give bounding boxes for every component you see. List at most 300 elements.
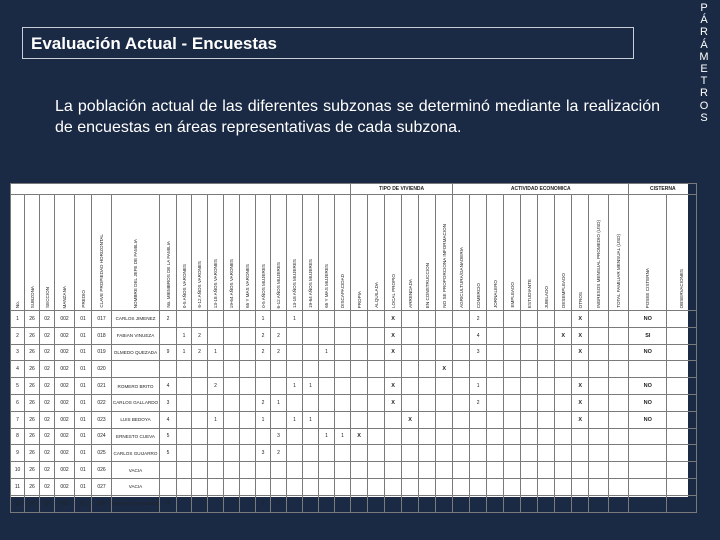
table-cell xyxy=(667,445,697,462)
table-cell: VACIA xyxy=(112,462,160,479)
column-header-label: LOCAL PROPIO xyxy=(390,273,396,308)
table-cell: 02 xyxy=(40,361,55,378)
table-cell xyxy=(208,361,224,378)
table-cell: 1 xyxy=(256,411,271,428)
table-cell xyxy=(192,361,208,378)
table-cell xyxy=(368,495,385,512)
table-cell xyxy=(436,311,453,328)
table-cell xyxy=(521,428,538,445)
table-cell: 1 xyxy=(177,344,192,361)
slide-subtitle: La población actual de las diferentes subzonas se determinó mediante la realización de encuestas en áreas representativas de cada subzona. xyxy=(55,98,660,136)
column-header xyxy=(667,195,697,311)
table-cell xyxy=(303,327,319,344)
table-cell xyxy=(192,378,208,395)
table-row xyxy=(11,411,697,428)
table-cell xyxy=(177,394,192,411)
table-cell xyxy=(521,411,538,428)
table-cell xyxy=(402,394,419,411)
table-cell xyxy=(504,478,521,495)
table-cell xyxy=(303,495,319,512)
column-header-label: POSEE CISTERNA xyxy=(645,267,651,308)
column-header-label: 0-5 AÑOS VARONES xyxy=(181,263,187,308)
table-cell: 01 xyxy=(75,327,92,344)
table-cell xyxy=(629,462,667,479)
column-header-label: 6-12 AÑOS MUJERES xyxy=(276,261,281,308)
column-header-label: JORNALERO xyxy=(492,279,498,308)
table-cell xyxy=(319,394,335,411)
table-cell xyxy=(609,462,629,479)
table-cell: 5 xyxy=(160,445,177,462)
column-header-label: SECCION xyxy=(44,287,50,308)
table-cell: 01 xyxy=(75,478,92,495)
table-cell xyxy=(589,394,609,411)
table-cell xyxy=(368,361,385,378)
table-cell xyxy=(419,378,436,395)
side-letter: T xyxy=(700,75,708,88)
column-header xyxy=(368,195,385,311)
table-cell xyxy=(555,495,572,512)
column-header xyxy=(256,195,271,311)
table-cell xyxy=(177,495,192,512)
table-cell: 5 xyxy=(11,378,25,395)
table-cell xyxy=(335,361,351,378)
table-cell: 019 xyxy=(92,344,112,361)
table-cell xyxy=(555,462,572,479)
table-cell xyxy=(224,495,240,512)
table-cell xyxy=(385,445,402,462)
table-cell: 020 xyxy=(92,361,112,378)
table-cell: 2 xyxy=(271,445,287,462)
table-cell xyxy=(256,361,271,378)
table-cell xyxy=(303,462,319,479)
table-cell xyxy=(351,311,368,328)
column-header-label: PROPIA xyxy=(356,290,362,308)
table-cell xyxy=(319,478,335,495)
table-cell: 26 xyxy=(25,495,40,512)
table-cell xyxy=(335,344,351,361)
table-cell xyxy=(208,462,224,479)
table-cell xyxy=(572,361,589,378)
table-cell: 02 xyxy=(40,394,55,411)
table-cell xyxy=(521,478,538,495)
table-cell xyxy=(287,361,303,378)
column-header xyxy=(351,195,368,311)
table-cell xyxy=(436,327,453,344)
table-cell xyxy=(609,411,629,428)
table-cell: 2 xyxy=(271,327,287,344)
table-cell: SI xyxy=(629,327,667,344)
table-cell xyxy=(208,495,224,512)
table-cell: 2 xyxy=(256,327,271,344)
column-header-label: OBSERVACIONES xyxy=(679,268,685,308)
column-header-label: 13-18 AÑOS VARONES xyxy=(213,258,218,308)
table-cell: NO xyxy=(629,311,667,328)
table-cell: X xyxy=(572,411,589,428)
column-header xyxy=(487,195,504,311)
table-cell xyxy=(538,311,555,328)
table-cell xyxy=(436,445,453,462)
column-header xyxy=(271,195,287,311)
table-cell xyxy=(303,478,319,495)
table-cell xyxy=(419,428,436,445)
table-cell: 028 xyxy=(92,495,112,512)
table-cell: 017 xyxy=(92,311,112,328)
table-cell xyxy=(589,311,609,328)
table-cell: 26 xyxy=(25,311,40,328)
table-cell xyxy=(453,394,470,411)
table-cell xyxy=(436,428,453,445)
table-cell xyxy=(208,445,224,462)
table-cell xyxy=(192,462,208,479)
table-cell: 1 xyxy=(287,311,303,328)
table-cell xyxy=(609,361,629,378)
column-group-header: ACTIVIDAD ECONOMICA xyxy=(453,184,629,195)
column-header-label: NO SE PROPORCIONA INFORMACION xyxy=(441,224,447,308)
column-header xyxy=(224,195,240,311)
table-row xyxy=(11,394,697,411)
column-header-label: AGRICULTURA/GANADERIA xyxy=(458,247,464,308)
table-cell: 02 xyxy=(40,445,55,462)
table-cell: 26 xyxy=(25,478,40,495)
table-cell xyxy=(487,411,504,428)
table-cell xyxy=(487,378,504,395)
table-cell xyxy=(208,478,224,495)
table-cell xyxy=(589,361,609,378)
table-cell xyxy=(538,478,555,495)
table-cell xyxy=(351,361,368,378)
column-header-label: 65 Y MAS MUJERES xyxy=(324,264,329,308)
table-cell xyxy=(368,428,385,445)
table-cell: CARLOS JIMENEZ xyxy=(112,311,160,328)
table-cell xyxy=(177,428,192,445)
table-cell xyxy=(224,327,240,344)
table-cell xyxy=(208,428,224,445)
column-header xyxy=(208,195,224,311)
column-header xyxy=(538,195,555,311)
table-cell: 2 xyxy=(256,394,271,411)
table-cell xyxy=(609,394,629,411)
table-cell: 1 xyxy=(271,394,287,411)
table-cell xyxy=(368,478,385,495)
table-cell xyxy=(629,478,667,495)
table-cell xyxy=(319,462,335,479)
table-cell xyxy=(402,378,419,395)
table-cell xyxy=(224,462,240,479)
table-cell xyxy=(453,378,470,395)
table-cell: 025 xyxy=(92,445,112,462)
table-cell xyxy=(555,361,572,378)
table-cell xyxy=(240,495,256,512)
table-cell xyxy=(589,478,609,495)
table-cell: 1 xyxy=(470,378,487,395)
table-cell xyxy=(351,462,368,479)
table-cell: 26 xyxy=(25,411,40,428)
table-cell xyxy=(538,411,555,428)
table-cell xyxy=(368,327,385,344)
table-cell xyxy=(609,327,629,344)
table-row xyxy=(11,478,697,495)
table-cell xyxy=(419,361,436,378)
table-group-header xyxy=(11,184,697,195)
table-cell: X xyxy=(572,344,589,361)
table-cell xyxy=(453,311,470,328)
table-cell xyxy=(470,462,487,479)
table-cell xyxy=(335,394,351,411)
table-cell xyxy=(240,478,256,495)
table-cell: X xyxy=(351,428,368,445)
column-header xyxy=(629,195,667,311)
table-row xyxy=(11,327,697,344)
column-header-label: PREDIO xyxy=(80,290,86,308)
column-header xyxy=(402,195,419,311)
column-header xyxy=(40,195,55,311)
table-cell xyxy=(609,495,629,512)
table-cell: CARLOS GALLARDO xyxy=(112,394,160,411)
table-cell xyxy=(368,378,385,395)
column-header xyxy=(240,195,256,311)
table-cell xyxy=(287,327,303,344)
table-cell xyxy=(572,428,589,445)
table-cell xyxy=(335,411,351,428)
table-cell xyxy=(177,445,192,462)
column-header-label: TOTAL FAMILIAR MENSUAL (USD) xyxy=(616,234,622,308)
table-cell xyxy=(208,394,224,411)
column-header xyxy=(504,195,521,311)
table-cell: 4 xyxy=(470,327,487,344)
table-cell xyxy=(351,327,368,344)
table-cell xyxy=(667,378,697,395)
table-cell xyxy=(319,378,335,395)
table-cell xyxy=(470,495,487,512)
table-cell xyxy=(402,311,419,328)
table-cell xyxy=(453,462,470,479)
table-cell: NO xyxy=(629,378,667,395)
table-cell: 023 xyxy=(92,411,112,428)
table-cell: 1 xyxy=(303,411,319,428)
table-cell xyxy=(287,428,303,445)
table-cell xyxy=(609,378,629,395)
column-header xyxy=(287,195,303,311)
table-cell: ERNESTO CUEVA xyxy=(112,428,160,445)
table-cell: 01 xyxy=(75,495,92,512)
table-cell: 002 xyxy=(55,344,75,361)
table-cell xyxy=(240,361,256,378)
table-cell xyxy=(609,428,629,445)
table-column-header xyxy=(11,195,697,311)
table-cell: 002 xyxy=(55,378,75,395)
table-cell xyxy=(487,344,504,361)
column-header xyxy=(319,195,335,311)
table-cell xyxy=(303,428,319,445)
column-header-label: DESEMPLEADO xyxy=(560,273,566,308)
title-box xyxy=(22,27,634,59)
table-cell: 26 xyxy=(25,361,40,378)
table-cell xyxy=(453,495,470,512)
table-cell xyxy=(402,327,419,344)
table-row xyxy=(11,311,697,328)
table-cell xyxy=(470,361,487,378)
table-cell: X xyxy=(572,311,589,328)
table-cell xyxy=(419,495,436,512)
table-cell: 01 xyxy=(75,411,92,428)
table-cell xyxy=(303,445,319,462)
table-cell xyxy=(504,394,521,411)
table-cell: X xyxy=(385,344,402,361)
table-cell xyxy=(224,478,240,495)
table-cell xyxy=(240,445,256,462)
table-cell xyxy=(538,327,555,344)
table-cell xyxy=(335,445,351,462)
table-cell: X xyxy=(572,327,589,344)
side-letter: Á xyxy=(700,38,708,51)
table-cell xyxy=(287,394,303,411)
table-cell: LUIS BEDOYA xyxy=(112,411,160,428)
column-header-label: EMPLEADO xyxy=(509,282,515,308)
table-cell xyxy=(385,462,402,479)
side-letter: R xyxy=(700,26,708,39)
column-header xyxy=(92,195,112,311)
table-row xyxy=(11,344,697,361)
column-header-label: ARRENDADA xyxy=(407,279,413,308)
table-cell xyxy=(436,462,453,479)
table-cell xyxy=(271,311,287,328)
table-cell xyxy=(351,344,368,361)
table-cell: 02 xyxy=(40,311,55,328)
column-header xyxy=(609,195,629,311)
table-cell xyxy=(240,428,256,445)
column-header xyxy=(55,195,75,311)
table-cell xyxy=(271,478,287,495)
table-cell xyxy=(177,462,192,479)
table-cell xyxy=(555,445,572,462)
table-cell: 1 xyxy=(287,378,303,395)
table-cell xyxy=(351,411,368,428)
table-cell: 9 xyxy=(11,445,25,462)
table-cell xyxy=(208,311,224,328)
table-cell xyxy=(667,462,697,479)
table-cell xyxy=(538,428,555,445)
table-cell xyxy=(351,445,368,462)
table-cell: 4 xyxy=(160,495,177,512)
table-cell xyxy=(287,445,303,462)
column-header xyxy=(192,195,208,311)
table-cell xyxy=(436,411,453,428)
table-cell: 01 xyxy=(75,394,92,411)
table-cell xyxy=(589,344,609,361)
table-cell: 2 xyxy=(470,311,487,328)
table-cell xyxy=(335,462,351,479)
column-header-label: No. MIEMBROS DE LA FAMILIA xyxy=(165,241,171,308)
column-header xyxy=(453,195,470,311)
table-cell xyxy=(177,361,192,378)
table-cell xyxy=(192,311,208,328)
table-cell xyxy=(487,462,504,479)
table-cell: 002 xyxy=(55,311,75,328)
table-cell xyxy=(192,495,208,512)
table-cell xyxy=(319,445,335,462)
table-cell xyxy=(335,495,351,512)
table-cell xyxy=(538,495,555,512)
table-cell xyxy=(224,428,240,445)
table-cell: 26 xyxy=(25,445,40,462)
table-cell xyxy=(667,344,697,361)
table-cell xyxy=(224,394,240,411)
table-cell xyxy=(487,445,504,462)
column-header xyxy=(555,195,572,311)
table-cell xyxy=(402,462,419,479)
table-cell xyxy=(287,495,303,512)
table-cell xyxy=(112,361,160,378)
table-cell xyxy=(572,445,589,462)
side-letter: E xyxy=(700,62,708,75)
table-cell xyxy=(487,495,504,512)
table-cell xyxy=(487,428,504,445)
table-cell xyxy=(667,311,697,328)
table-cell: 11 xyxy=(11,478,25,495)
column-header xyxy=(11,195,25,311)
table-cell xyxy=(402,495,419,512)
table-cell: 002 xyxy=(55,428,75,445)
table-cell: 1 xyxy=(303,378,319,395)
table-cell: 10 xyxy=(11,462,25,479)
survey-table xyxy=(10,183,697,513)
table-cell: 02 xyxy=(40,411,55,428)
table-cell xyxy=(436,394,453,411)
table-cell xyxy=(351,478,368,495)
table-cell xyxy=(504,378,521,395)
table-cell xyxy=(419,394,436,411)
table-cell: 26 xyxy=(25,462,40,479)
column-header xyxy=(303,195,319,311)
table-cell xyxy=(629,361,667,378)
table-cell: 1 xyxy=(208,344,224,361)
table-cell xyxy=(177,411,192,428)
table-cell xyxy=(224,311,240,328)
table-cell xyxy=(629,445,667,462)
column-header-label: INGRESOS MENSUAL PROMEDIO (USD) xyxy=(596,220,602,308)
column-header-label: 19-64 AÑOS VARONES xyxy=(229,258,234,308)
table-cell: 002 xyxy=(55,445,75,462)
table-cell xyxy=(368,411,385,428)
side-vertical-label xyxy=(696,2,712,124)
table-cell xyxy=(224,411,240,428)
table-cell: ROMERO BRITO xyxy=(112,378,160,395)
table-cell xyxy=(192,428,208,445)
table-cell xyxy=(385,495,402,512)
table-cell: 002 xyxy=(55,394,75,411)
table-cell xyxy=(271,411,287,428)
table-cell: 4 xyxy=(160,378,177,395)
table-cell xyxy=(303,311,319,328)
table-cell: 02 xyxy=(40,327,55,344)
table-cell xyxy=(589,428,609,445)
table-cell: OLMEDO QUEZADA xyxy=(112,344,160,361)
table-cell xyxy=(521,361,538,378)
table-cell: 022 xyxy=(92,394,112,411)
table-cell xyxy=(256,428,271,445)
table-cell: 01 xyxy=(75,311,92,328)
side-letter: R xyxy=(700,87,708,100)
table-cell xyxy=(240,311,256,328)
table-cell: NO xyxy=(629,344,667,361)
table-cell xyxy=(504,495,521,512)
table-cell xyxy=(589,327,609,344)
table-cell: 2 xyxy=(256,344,271,361)
table-cell xyxy=(160,478,177,495)
column-header-label: COMERCIO xyxy=(475,282,481,308)
column-header-label: NOMBRE DEL JEFE DE FAMILIA xyxy=(133,238,138,308)
table-cell: RODRIGO SANCHEZ xyxy=(112,495,160,512)
